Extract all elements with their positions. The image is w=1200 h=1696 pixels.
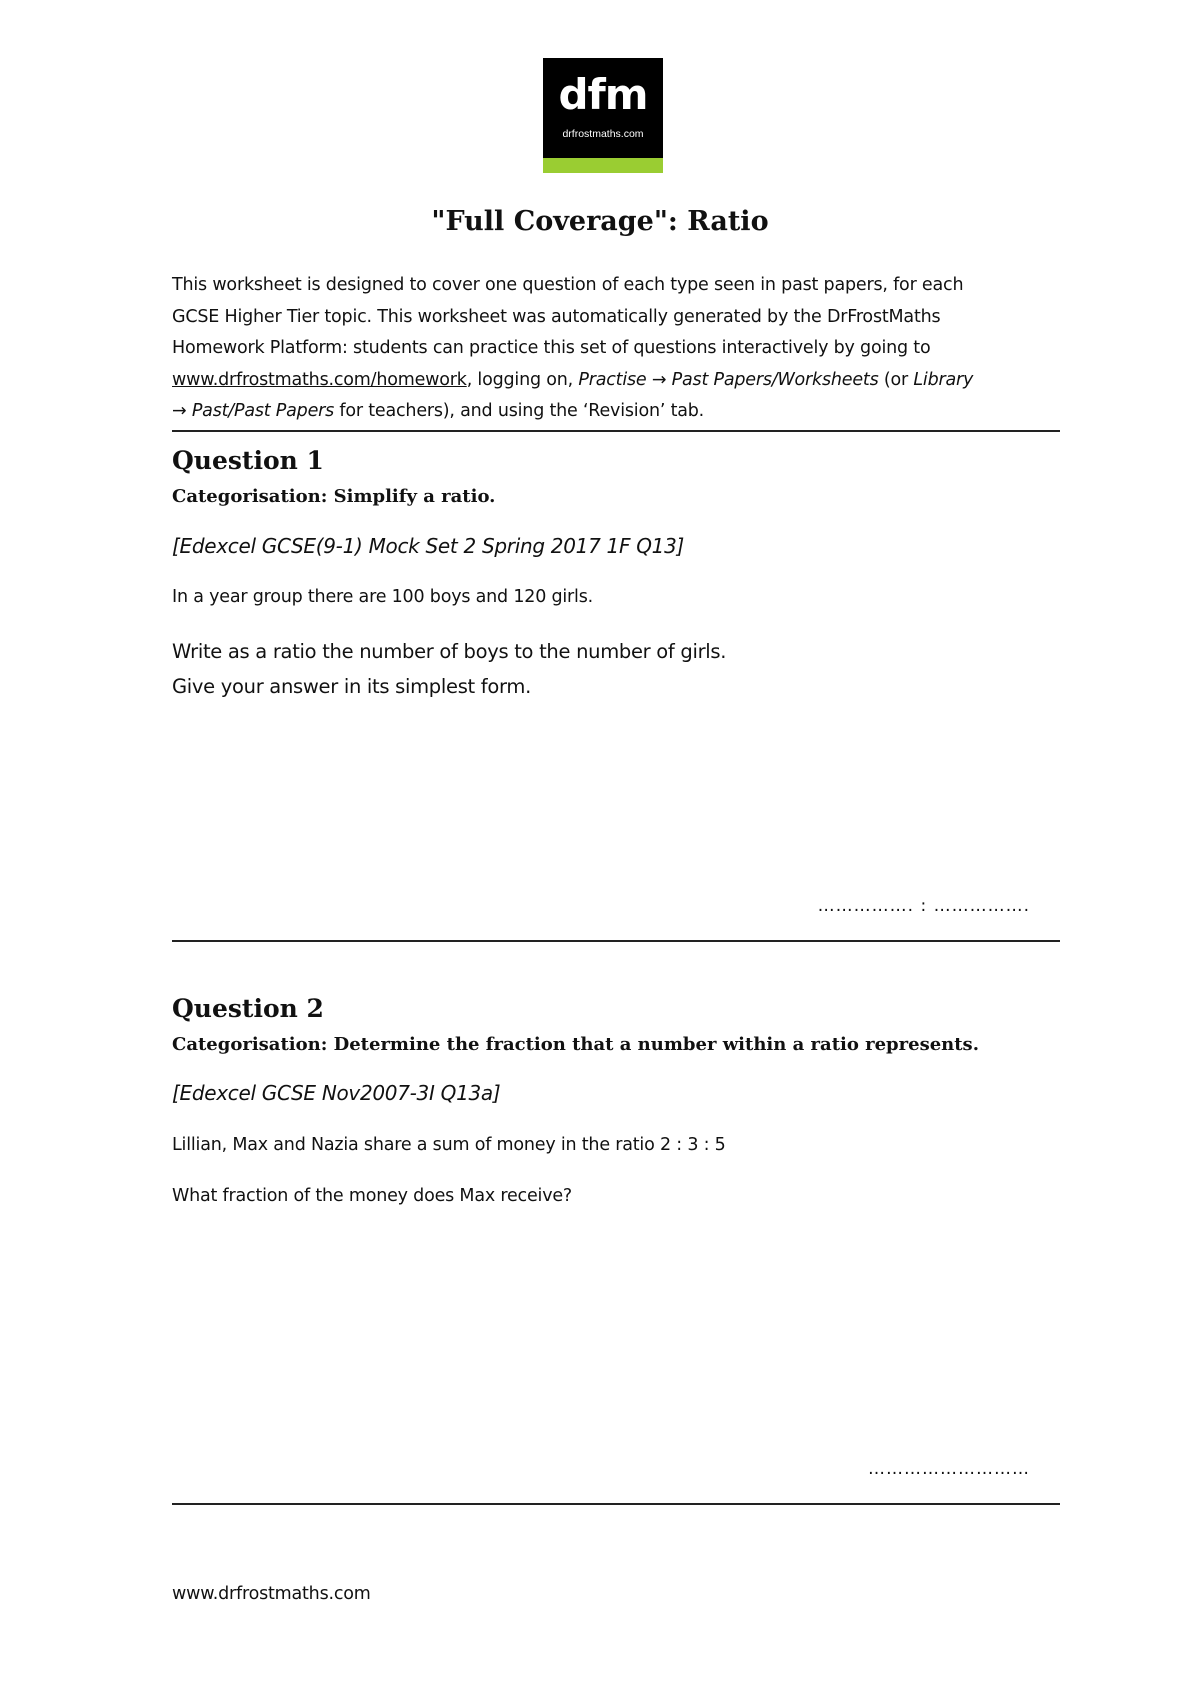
question-2-question: What fraction of the money does Max receive? — [172, 1186, 573, 1206]
question-1-instruction-2: Give your answer in its simplest form. — [172, 675, 531, 698]
question-1-answer-line[interactable]: ……………. : ……………. — [817, 896, 1030, 916]
practise-path: Practise → Past Papers/Worksheets — [578, 369, 879, 390]
page-title: "Full Coverage": Ratio — [431, 206, 769, 237]
question-1-instructions — [172, 634, 726, 704]
intro-line-4 — [172, 365, 1052, 397]
question-1-categorisation: Categorisation: Simplify a ratio. — [172, 486, 496, 507]
intro-line-5 — [172, 396, 1052, 428]
question-1-text: In a year group there are 100 boys and 120 girls. — [172, 587, 593, 607]
intro-paragraph — [172, 270, 1052, 428]
intro-line-3: Homework Platform: students can practice this set of questions interactively by going to — [172, 338, 931, 358]
intro-or: (or — [878, 369, 914, 390]
logo-word: dfm — [558, 70, 648, 119]
question-2-source: [Edexcel GCSE Nov2007-3I Q13a] — [172, 1081, 501, 1105]
logo-green-bar — [543, 158, 663, 173]
footer-url[interactable]: www.drfrostmaths.com — [172, 1584, 371, 1604]
logo-domain: drfrostmaths.com — [562, 128, 644, 140]
question-2-heading: Question 2 — [172, 994, 324, 1023]
intro-tail: for teachers), and using the ‘Revision’ tab. — [334, 401, 705, 421]
library-path: → Past/Past Papers — [172, 401, 335, 421]
divider — [172, 940, 1060, 942]
question-2-categorisation: Categorisation: Determine the fraction that a number within a ratio represents. — [172, 1034, 979, 1055]
question-2-answer-line[interactable]: ……………………… — [868, 1459, 1030, 1479]
divider — [172, 1503, 1060, 1505]
question-1-instruction-1: Write as a ratio the number of boys to the number of girls. — [172, 640, 727, 663]
question-1-source: [Edexcel GCSE(9-1) Mock Set 2 Spring 2017 1F Q13] — [172, 534, 685, 558]
intro-after-link: , logging on, — [466, 369, 579, 390]
homework-link[interactable]: www.drfrostmaths.com/homework — [172, 369, 467, 390]
question-2-text: Lillian, Max and Nazia share a sum of money in the ratio 2 : 3 : 5 — [172, 1135, 726, 1155]
intro-line-2: GCSE Higher Tier topic. This worksheet was automatically generated by the DrFrostMaths — [172, 306, 941, 327]
divider — [172, 430, 1060, 432]
dfm-logo — [543, 58, 663, 173]
intro-line-1: This worksheet is designed to cover one question of each type seen in past papers, for each — [172, 275, 964, 295]
question-1-heading: Question 1 — [172, 446, 324, 475]
library-label: Library — [913, 369, 974, 390]
